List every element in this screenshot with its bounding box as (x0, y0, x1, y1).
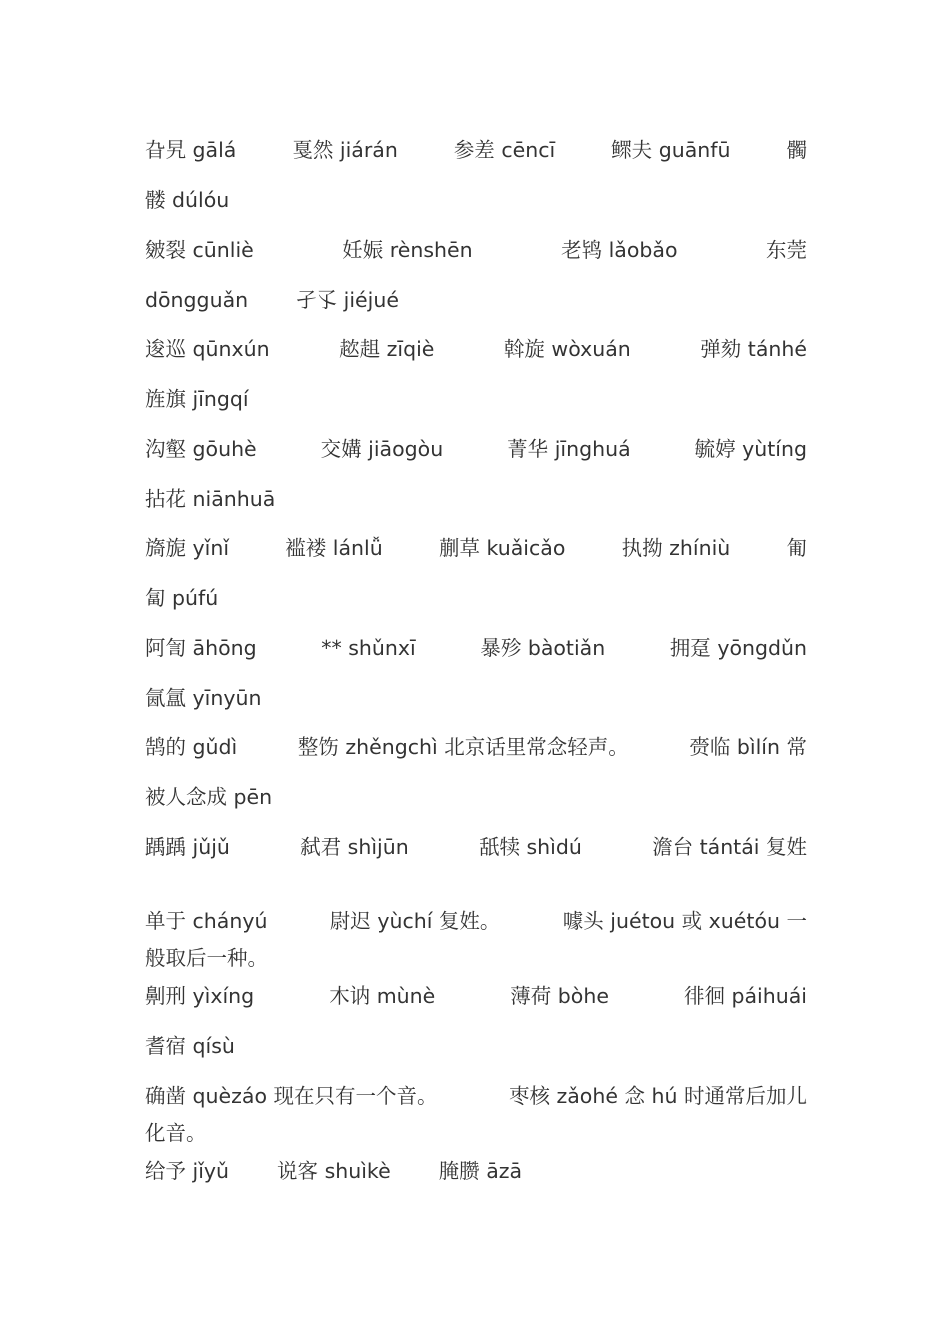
vocab-entry: 沟壑 gōuhè (145, 437, 257, 461)
vocab-entry: 匐 púfú (145, 586, 219, 610)
vocab-entry: 毓婷 yùtíng (694, 437, 807, 461)
vocab-entry: 整饬 zhěngchì 北京话里常念轻声。 (297, 735, 629, 759)
text-line (145, 584, 807, 612)
vocab-entry: 薄荷 bòhe (510, 984, 609, 1008)
text-line (145, 684, 807, 712)
vocab-entry: 耆宿 qísù (145, 1034, 235, 1058)
vocab-entry: 弹劾 tánhé (700, 337, 807, 361)
vocab-entry: 匍 (786, 536, 807, 560)
text-line (145, 1157, 807, 1185)
text-line (145, 236, 807, 264)
text-line (145, 1119, 807, 1147)
vocab-entry: 交媾 jiāogòu (320, 437, 444, 461)
vocab-entry: 暴殄 bàotiǎn (480, 636, 606, 660)
vocab-entry: 孑孓 jiéjué (296, 288, 399, 312)
vocab-entry: 拈花 niānhuā (145, 487, 276, 511)
vocab-entry: 赍临 bìlín 常 (689, 735, 807, 759)
text-line (145, 335, 807, 363)
vocab-entry: 澹台 tántái 复姓 (652, 835, 807, 859)
vocab-entry: 老鸨 lǎobǎo (561, 238, 678, 262)
vocab-entry: 旮旯 gālá (145, 138, 237, 162)
vocab-entry: 确凿 quèzáo 现在只有一个音。 (145, 1084, 438, 1108)
vocab-entry: 徘徊 páihuái (683, 984, 807, 1008)
vocab-entry: 髅 dúlóu (145, 188, 230, 212)
text-line (145, 907, 807, 935)
text-line (145, 286, 807, 314)
text-line (145, 634, 807, 662)
vocab-entry: 鳏夫 guānfū (611, 138, 731, 162)
vocab-entry: 褴褛 lánlǚ (285, 536, 383, 560)
vocab-entry: 阿訇 āhōng (145, 636, 257, 660)
vocab-entry: 皴裂 cūnliè (145, 238, 254, 262)
text-line (145, 534, 807, 562)
text-line (145, 186, 807, 214)
vocab-entry: 鹄的 gǔdì (145, 735, 238, 759)
vocab-entry: dōngguǎn (145, 288, 249, 312)
vocab-entry: ** shǔnxī (321, 636, 416, 660)
vocab-entry: 蒯草 kuǎicǎo (438, 536, 566, 560)
vocab-entry: 逡巡 qūnxún (145, 337, 270, 361)
vocab-entry: 旌旗 jīngqí (145, 387, 249, 411)
vocab-entry: 单于 chányú (145, 909, 268, 933)
vocab-entry: 噱头 juétou 或 xuétóu 一 (562, 909, 807, 933)
vocab-entry: 枣核 zǎohé 念 hú 时通常后加儿 (508, 1084, 807, 1108)
vocab-entry: 劓刑 yìxíng (145, 984, 255, 1008)
text-line (145, 385, 807, 413)
vocab-entry: 踽踽 jǔjǔ (145, 835, 230, 859)
vocab-entry: 被人念成 pēn (145, 785, 273, 809)
text-line (145, 485, 807, 513)
vocab-entry: 参差 cēncī (453, 138, 556, 162)
vocab-entry: 般取后一种。 (145, 946, 268, 970)
vocab-entry: 弑君 shìjūn (300, 835, 409, 859)
text-line (145, 982, 807, 1010)
vocab-entry: 拥趸 yōngdǔn (669, 636, 807, 660)
vocab-entry: 髑 (786, 138, 807, 162)
vocab-entry: 尉迟 yùchí 复姓。 (329, 909, 501, 933)
vocab-entry: 妊娠 rènshēn (342, 238, 473, 262)
text-line (145, 1032, 807, 1060)
vocab-entry: 氤氲 yīnyūn (145, 686, 262, 710)
vocab-entry: 旖旎 yǐnǐ (145, 536, 230, 560)
text-line (145, 1082, 807, 1110)
vocab-entry: 菁华 jīnghuá (507, 437, 631, 461)
vocab-entry: 执拗 zhíniù (621, 536, 731, 560)
vocab-entry: 趑趄 zīqiè (339, 337, 435, 361)
text-line (145, 833, 807, 861)
vocab-entry: 戛然 jiárán (292, 138, 398, 162)
vocab-entry: 斡旋 wòxuán (503, 337, 631, 361)
text-line (145, 944, 807, 972)
text-line (145, 733, 807, 761)
text-line (145, 136, 807, 164)
vocab-entry: 木讷 mùnè (329, 984, 436, 1008)
vocab-entry: 给予 jǐyǔ (145, 1159, 230, 1183)
vocab-entry: 东莞 (765, 238, 807, 262)
vocab-entry: 舐犊 shìdú (478, 835, 582, 859)
vocab-entry: 化音。 (145, 1121, 207, 1145)
vocab-entry: 腌臜 āzā (438, 1159, 523, 1183)
text-line (145, 435, 807, 463)
text-line (145, 783, 807, 811)
vocab-entry: 说客 shuìkè (277, 1159, 391, 1183)
